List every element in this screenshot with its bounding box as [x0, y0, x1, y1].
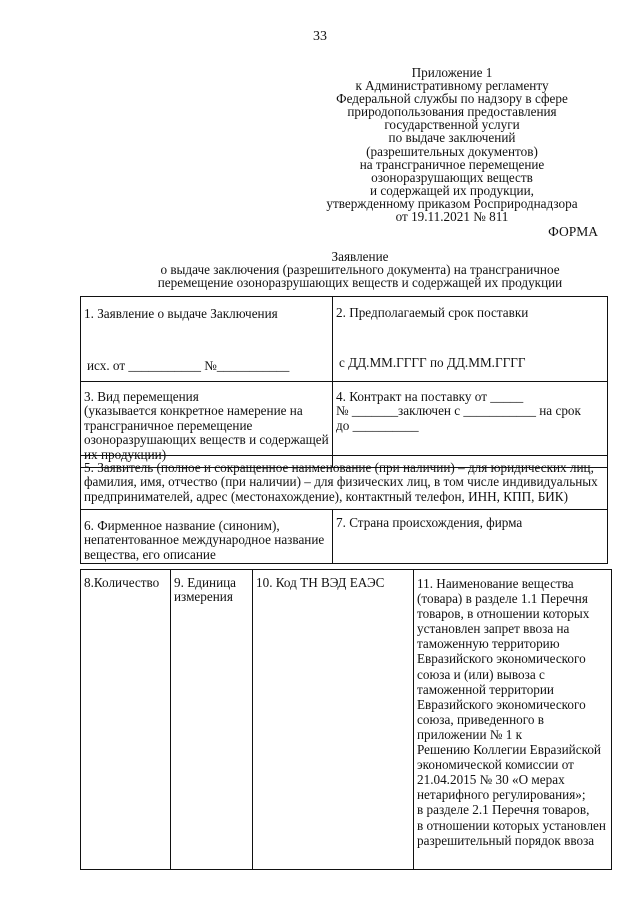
appendix-header — [322, 66, 582, 223]
field-11-line: Евразийского экономического — [417, 651, 586, 667]
field-3-line: озоноразрушающих веществ и содержащей — [84, 432, 329, 448]
field-1-ref: исх. от ___________ №___________ — [87, 358, 290, 373]
field-11-line: экономической комиссии от — [417, 757, 574, 773]
field-5-line: 5. Заявитель (полное и сокращенное наименование (при наличии) – для юридических лиц, — [84, 460, 594, 475]
field-2-delivery-period — [333, 297, 608, 382]
field-6-line: 6. Фирменное название (синоним), — [84, 518, 280, 533]
field-11-line: Решению Коллегии Евразийской — [417, 742, 601, 758]
appendix-line: от 19.11.2021 № 811 — [395, 209, 509, 225]
appendix-line: Федеральной службы по надзору в сфере — [336, 91, 568, 107]
document-title — [80, 250, 640, 290]
field-11-line: таможенную территорию — [417, 636, 560, 652]
field-11-line: (товара) в разделе 1.1 Перечня — [417, 591, 588, 607]
field-11-line: в отношении которых установлен — [417, 817, 606, 833]
field-3-line: 3. Вид перемещения — [84, 389, 199, 404]
field-6-line: непатентованное международное название — [84, 532, 325, 548]
field-11-line: товаров, в отношении которых — [417, 606, 590, 622]
field-11-substance-name — [414, 570, 612, 870]
field-9-unit — [171, 570, 253, 870]
appendix-line: к Административному регламенту — [355, 78, 549, 94]
field-5-applicant — [81, 456, 608, 510]
field-11-line: в разделе 2.1 Перечня товаров, — [417, 802, 590, 818]
field-4-line: 4. Контракт на поставку от _____ — [336, 389, 524, 404]
field-2-label: 2. Предполагаемый срок поставки — [336, 305, 529, 320]
field-8-quantity — [81, 570, 171, 870]
field-11-line: установлен запрет ввоза на — [417, 621, 570, 637]
title-line: Заявление — [331, 249, 389, 264]
field-11-line: 21.04.2015 № 30 «О мерах — [417, 772, 565, 788]
field-10-label: 10. Код ТН ВЭД ЕАЭС — [256, 575, 385, 590]
appendix-line: по выдаче заключений — [388, 130, 516, 146]
appendix-line: и содержащей их продукции, — [370, 182, 534, 198]
field-1-application — [81, 297, 333, 382]
appendix-line: (разрешительных документов) — [366, 143, 538, 159]
title-line: о выдаче заключения (разрешительного документа) на трансграничное — [160, 262, 560, 278]
field-11-line: таможенной территории — [417, 681, 554, 697]
field-5-line: фамилия, имя, отчество (при наличии) – для физических лиц, в том числе индивидуальных — [84, 474, 598, 490]
field-7-origin-country — [333, 510, 608, 564]
form-table-substance — [80, 509, 608, 564]
form-table-top — [80, 296, 608, 468]
field-3-line: (указывается конкретное намерение на — [84, 403, 303, 419]
appendix-line: Приложение 1 — [411, 65, 493, 80]
field-9-line: 9. Единица — [174, 575, 237, 590]
appendix-line: государственной услуги — [384, 117, 520, 133]
field-9-line: измерения — [174, 589, 233, 605]
field-4-line: № _______заключен с ___________ на срок — [336, 403, 581, 419]
field-11-line: приложении № 1 к — [417, 726, 522, 742]
form-table-applicant — [80, 455, 608, 510]
field-6-line: вещества, его описание — [84, 546, 216, 562]
field-11-line: союза и (или) вывоза с — [417, 666, 545, 682]
appendix-line: утвержденному приказом Росприроднадзора — [326, 195, 578, 211]
field-3-line: трансграничное перемещение — [84, 417, 253, 433]
appendix-line: озоноразрушающих веществ — [371, 169, 533, 185]
field-6-trade-name — [81, 510, 333, 564]
field-8-label: 8.Количество — [84, 575, 160, 590]
page-number: 33 — [313, 29, 327, 44]
field-10-customs-code — [253, 570, 414, 870]
field-11-line: нетарифного регулирования»; — [417, 787, 586, 803]
field-4-line: до __________ — [336, 417, 419, 433]
field-11-line: Евразийского экономического — [417, 696, 586, 712]
form-label: ФОРМА — [548, 224, 598, 239]
field-11-line: 11. Наименование вещества — [417, 576, 574, 591]
appendix-line: на трансграничное перемещение — [359, 156, 545, 172]
appendix-line: природопользования предоставления — [347, 104, 557, 120]
field-1-label: 1. Заявление о выдаче Заключения — [84, 306, 278, 321]
field-7-label: 7. Страна происхождения, фирма — [336, 515, 523, 530]
field-11-line: союза, приведенного в — [417, 711, 544, 727]
field-3-line: их продукции) — [84, 446, 167, 462]
field-11-line: разрешительный порядок ввоза — [417, 832, 595, 848]
form-table-goods — [80, 569, 612, 870]
field-2-value: с ДД.ММ.ГГГГ по ДД.ММ.ГГГГ — [339, 355, 526, 370]
field-5-line: предпринимателей, адрес (местонахождение), контактный телефон, ИНН, КПП, БИК) — [84, 488, 568, 504]
title-line: перемещение озоноразрушающих веществ и содержащей их продукции — [157, 275, 563, 291]
